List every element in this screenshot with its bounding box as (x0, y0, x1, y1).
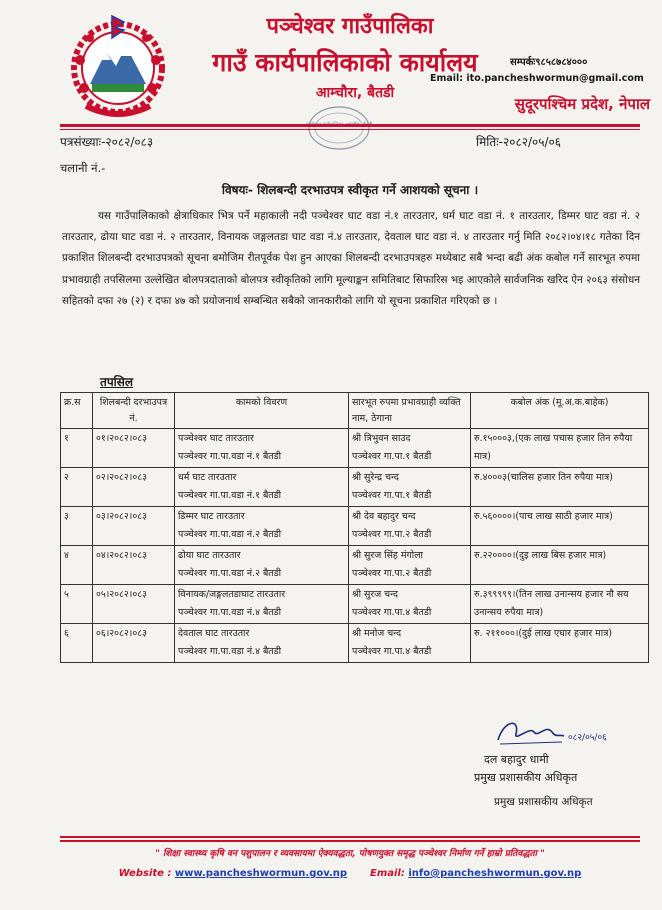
table-row (61, 585, 649, 624)
table-row (61, 507, 649, 546)
contact-email: Email: ito.pancheshwormun@gmail.com (430, 73, 644, 84)
bidder-name: श्री त्रिभुवन साउद (352, 433, 411, 444)
col-header-bidder: सारभूत रुपमा प्रभावग्राही व्यक्ति नाम, ठेगाना (349, 393, 471, 429)
work-title: देवताल घाट तारउतार (178, 628, 250, 639)
cell-work (175, 585, 349, 624)
bidder-name: श्री सुरज सिंह मंगोला (352, 550, 423, 561)
bidder-address: पञ्चेश्वर गा.पा.४ बैतडी (352, 646, 432, 657)
bidder-address: पञ्चेश्वर गा.पा.२ बैतडी (352, 529, 432, 540)
cell-bidder (349, 546, 471, 585)
signature-date: ०८२/०५/०६ (568, 733, 607, 743)
col-header-work: कामको विवरण (175, 393, 349, 429)
cell-sn: ५ (61, 585, 93, 624)
work-address: पञ्चेश्वर गा.पा.वडा नं.२ बैतडी (178, 568, 282, 579)
cell-bidder (349, 585, 471, 624)
cell-work (175, 624, 349, 663)
cell-amount: रु.३९९९९९।(तिन लाख उनान्सय हजार नौ सय उनान्सय रुपैया मात्र) (471, 585, 649, 624)
header-rule (60, 124, 640, 127)
signatory-name: दल बहादुर धामी (484, 753, 549, 766)
cell-bid-no: ०३।२०८२।०८३ (93, 507, 175, 546)
cell-amount: रु. २११०००।(दुई लाख एघार हजार मात्र) (471, 624, 649, 663)
bidder-name: श्री सुरेन्द्र चन्द (352, 472, 399, 483)
footer-rule-thin (60, 840, 640, 842)
cell-sn: ६ (61, 624, 93, 663)
bidder-address: पञ्चेश्वर गा.पा.१ बैतडी (352, 451, 432, 462)
contact-phone: सम्पर्कः९८५८७८४००० (510, 57, 588, 68)
work-address: पञ्चेश्वर गा.पा.वडा नं.४ बैतडी (178, 607, 282, 618)
reference-number: पत्रसंख्याः-२०८२/०८३ (60, 135, 154, 149)
cell-work (175, 429, 349, 468)
province-name: सुदूरपश्चिम प्रदेश, नेपाल (514, 95, 650, 113)
cell-bidder (349, 507, 471, 546)
work-title: विनायक/जङ्गलतडाघाट तारउतार (178, 589, 286, 600)
cell-work (175, 468, 349, 507)
cell-amount: रु.१५०००३,(एक लाख पचास हजार तिन रुपैया मात्र) (471, 429, 649, 468)
website-label: Website : (118, 868, 172, 879)
annex-heading: तपसिल (100, 375, 134, 389)
header-rule-thin (60, 129, 640, 130)
table-row (61, 546, 649, 585)
bidder-address: पञ्चेश्वर गा.पा.४ बैतडी (352, 607, 432, 618)
bidder-name: श्री सुरज चन्द (352, 589, 398, 600)
signatory-title: प्रमुख प्रशासकीय अधिकृत (474, 771, 578, 784)
bid-table (60, 392, 649, 663)
signatory-title-stamp: प्रमुख प्रशासकीय अधिकृत (494, 796, 593, 808)
office-address: आम्चौरा, बैतडी (315, 85, 395, 101)
cell-bid-no: ०४।२०८२।०८३ (93, 546, 175, 585)
bidder-name: श्री मनोज चन्द (352, 628, 402, 639)
work-title: डिम्मर घाट तारउतार (178, 511, 245, 522)
dispatch-number: चलानी नं.- (60, 161, 106, 175)
cell-bidder (349, 429, 471, 468)
cell-amount: रु.२२००००।(दुइ लाख बिस हजार मात्र) (471, 546, 649, 585)
col-header-amount: कबोल अंक (मू.अ.क.बाहेक) (471, 393, 649, 429)
work-title: धर्म घाट तारउतार (178, 472, 237, 483)
col-header-sn: क्र.स (61, 393, 93, 429)
cell-work (175, 546, 349, 585)
cell-sn: १ (61, 429, 93, 468)
cell-bidder (349, 468, 471, 507)
work-address: पञ्चेश्वर गा.पा.वडा नं.१ बैतडी (178, 451, 282, 462)
website-link[interactable]: www.pancheshwormun.gov.np (174, 868, 348, 879)
cell-sn: २ (61, 468, 93, 507)
footer-contact (60, 867, 640, 881)
table-row (61, 624, 649, 663)
cell-bid-no: ०१।२०८२।०८३ (93, 429, 175, 468)
cell-sn: ३ (61, 507, 93, 546)
office-stamp-icon (306, 104, 372, 152)
col-header-bid-no: शिलबन्दी दरभाउपत्र नं. (93, 393, 175, 429)
table-header-row (61, 393, 649, 429)
work-title: ढोया घाट तारउतार (178, 550, 241, 561)
cell-bid-no: ०२।२०८२।०८३ (93, 468, 175, 507)
subject-line: विषयः- शिलबन्दी दरभाउपत्र स्वीकृत गर्ने आशयको सूचना । (221, 183, 479, 197)
office-name: गाउँ कार्यपालिकाको कार्यालय (212, 48, 478, 77)
cell-amount: रु.४०००३(चालिस हजार तिन रुपैया मात्र) (471, 468, 649, 507)
cell-work (175, 507, 349, 546)
table-row (61, 429, 649, 468)
work-address: पञ्चेश्वर गा.पा.वडा नं.२ बैतडी (178, 529, 282, 540)
notice-body: यस गाउँपालिकाको क्षेत्राधिकार भित्र पर्ने महाकाली नदी पञ्चेश्वर घाट वडा नं.१ तारउतार, धर्म घाट वडा नं. १ तारउतार, डिम्मर घाट वडा नं. २ तारउतार, ढोया घाट वडा नं. २ तारउतार, विनायक जङ्गलतडा घाट वडा नं.४ तारउतार, देवताल घाट वडा नं. ४ तारउतार गर्नु मिति २०८२।०४।१८ गतेका दिन प्रकाशित शिलबन्दी दरभाउपत्रको सूचना बमोजिम रीतपूर्वक पेश हुन आएका शिलबन्दी दरभाउपत्रहरु मध्येबाट सबै भन्दा बढी अंक कबोल गर्ने सारभूत रुपमा प्रभावग्राही तपसिलमा उल्लेखित बोलपत्रदाताको बोलपत्र स्वीकृतिको लागि मूल्याङ्कन समितिबाट सिफारिस भइ आएकोले सार्वजनिक खरिद ऐन २०६३ संसोधन सहितको दफा २७ (२) र दफा ४७ को प्रयोजनार्थ सम्बन्धित सबैको जानकारीको लागि यो सूचना प्रकाशित गरिएको छ । (62, 210, 640, 307)
nepal-emblem-icon (66, 10, 170, 130)
municipality-name: पञ्चेश्वर गाउँपालिका (266, 14, 434, 39)
bidder-name: श्री देव बहादुर चन्द (352, 511, 416, 522)
table-row (61, 468, 649, 507)
cell-bidder (349, 624, 471, 663)
cell-bid-no: ०६।२०८२।०८३ (93, 624, 175, 663)
cell-sn: ४ (61, 546, 93, 585)
bidder-address: पञ्चेश्वर गा.पा.१ बैतडी (352, 490, 432, 501)
cell-amount: रु.५६००००।(पाच लाख साठी हजार मात्र) (471, 507, 649, 546)
work-address: पञ्चेश्वर गा.पा.वडा नं.४ बैतडी (178, 646, 282, 657)
email-link[interactable]: info@pancheshwormun.gov.np (408, 868, 582, 879)
bidder-address: पञ्चेश्वर गा.पा.२ बैतडी (352, 568, 432, 579)
signature-icon (490, 712, 620, 752)
footer-rule (60, 836, 640, 838)
work-title: पञ्चेश्वर घाट तारउतार (178, 433, 254, 444)
work-address: पञ्चेश्वर गा.पा.वडा नं.१ बैतडी (178, 490, 282, 501)
footer-slogan: " शिक्षा स्वास्थ्य कृषि वन पशुपालन र व्यवसायमा ऐक्यवद्धता, पोषणयुक्त समृद्ध पञ्चेश्वर निर्माण गर्ने हाम्रो प्रतिवद्धता " (155, 849, 545, 859)
letter-date: मितिः-२०८२/०५/०६ (476, 135, 561, 149)
cell-bid-no: ०५।२०८२।०८३ (93, 585, 175, 624)
email-label: Email: (369, 868, 405, 879)
